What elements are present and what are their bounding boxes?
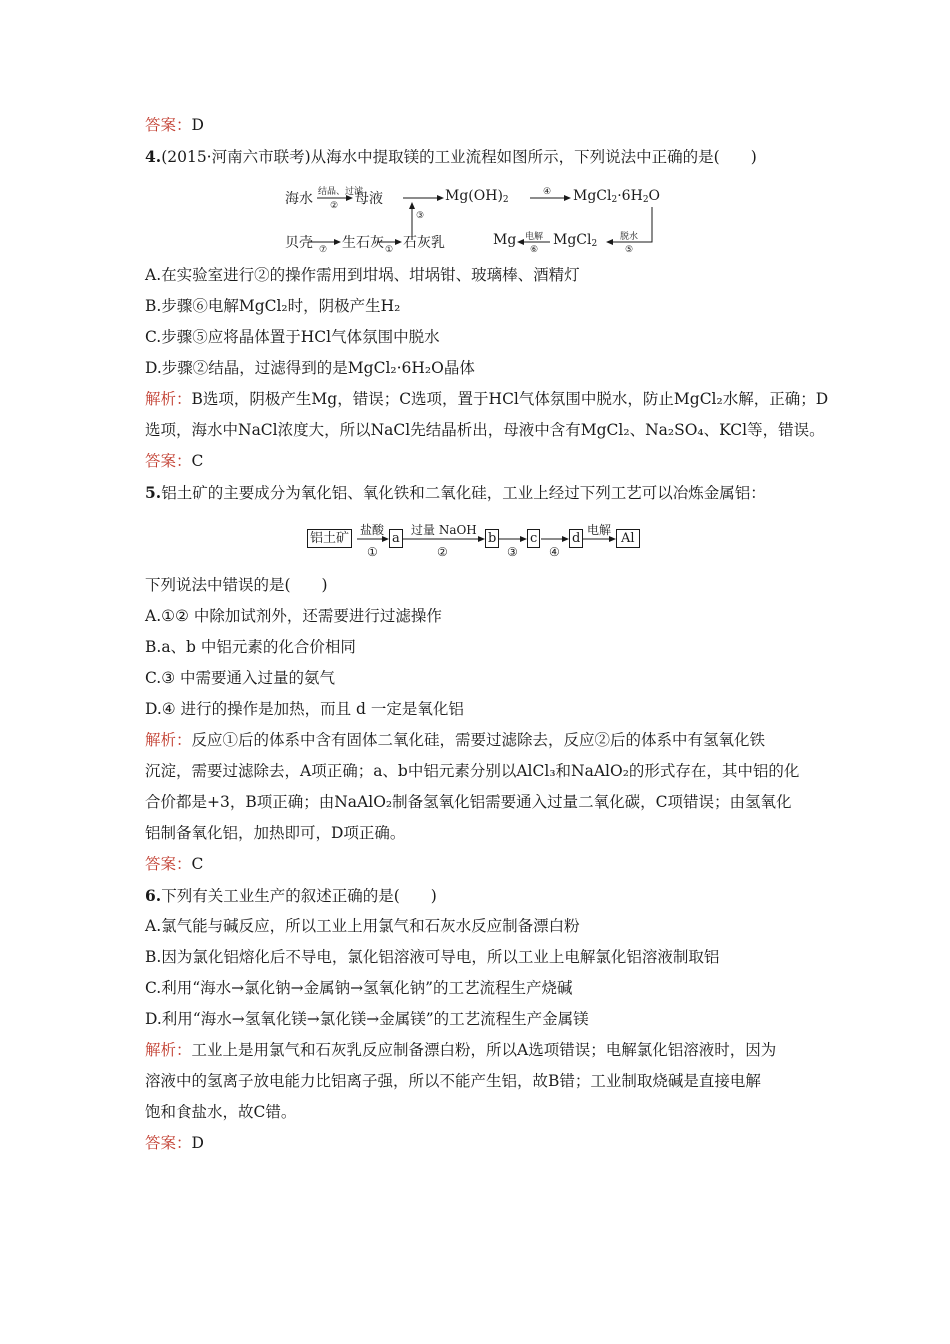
q3-answer bbox=[145, 110, 810, 141]
flow-arrows bbox=[145, 512, 810, 568]
answer-value: C bbox=[191, 855, 204, 873]
step2-condition: 结晶、过滤 bbox=[318, 187, 364, 197]
magnesium-chloride-hydrate-label: $MgCl_2\cdot 6H_2O$ bbox=[573, 188, 661, 205]
step2-number: ② bbox=[437, 545, 448, 559]
question-text: (2015·河南六市联考)从海水中提取镁的工业流程如图所示，下列说法中正确的是( ) bbox=[161, 148, 757, 166]
lime-milk-label: 石灰乳 bbox=[403, 235, 445, 251]
analysis-label: 解析： bbox=[145, 1041, 192, 1059]
magnesium-chloride-label: MgCl$_2$ bbox=[553, 232, 598, 249]
step6-number: ⑥ bbox=[530, 245, 539, 255]
q5-analysis-line-2: 沉淀，需要过滤除去，A项正确；a、b中铝元素分别以AlCl₃和NaAlO₂的形式存在，其中铝的化 bbox=[145, 762, 800, 780]
step5-condition: 电解 bbox=[587, 523, 612, 537]
intermediate-d-box: d bbox=[569, 529, 583, 548]
mother-liquor-label: 母液 bbox=[355, 191, 383, 207]
step7-number: ⑦ bbox=[319, 245, 328, 255]
aluminum-box: Al bbox=[616, 529, 640, 548]
seawater-label: 海水 bbox=[285, 191, 313, 207]
question-number: 4. bbox=[145, 147, 162, 166]
q6-analysis-line-3: 饱和食盐水，故C错。 bbox=[145, 1103, 297, 1121]
step1-number: ① bbox=[385, 245, 394, 255]
q5-stem bbox=[145, 477, 810, 508]
analysis-label: 解析： bbox=[145, 731, 192, 749]
q4-stem bbox=[145, 141, 810, 172]
answer-value: D bbox=[191, 116, 204, 134]
q4-option-c: C.步骤⑤应将晶体置于HCl气体氛围中脱水 bbox=[145, 328, 440, 346]
q5-option-b: B.a、b 中铝元素的化合价相同 bbox=[145, 638, 356, 656]
step1-reagent: 盐酸 bbox=[360, 523, 385, 537]
q4-analysis-line-1: 解析：B选项，阴极产生Mg，错误；C选项，置于HCl气体氛围中脱水，防止MgCl₂水解，正确；D bbox=[145, 390, 829, 408]
bauxite-box: 铝土矿 bbox=[307, 529, 352, 548]
q5-analysis-line-4: 铝制备氧化铝，加热即可，D项正确。 bbox=[145, 824, 406, 842]
q6-stem bbox=[145, 880, 810, 911]
step3-number: ③ bbox=[507, 545, 518, 559]
q6-analysis-line-2: 溶液中的氢离子放电能力比铝离子强，所以不能产生铝，故B错；工业制取烧碱是直接电解 bbox=[145, 1072, 761, 1090]
step5-number: ⑤ bbox=[625, 245, 634, 255]
q6-option-c: C.利用“海水→氯化钠→金属钠→氢氧化钠”的工艺流程生产烧碱 bbox=[145, 979, 573, 997]
intermediate-b-box: b bbox=[485, 529, 499, 548]
shell-label: 贝壳 bbox=[285, 235, 313, 251]
q6-option-d: D.利用“海水→氢氧化镁→氯化镁→金属镁”的工艺流程生产金属镁 bbox=[145, 1010, 589, 1028]
q5-answer bbox=[145, 849, 810, 880]
quicklime-label: 生石灰 bbox=[342, 235, 384, 251]
q4-analysis-line-2: 选项，海水中NaCl浓度大，所以NaCl先结晶析出，母液中含有MgCl₂、Na₂SO₄、KCl等，错误。 bbox=[145, 421, 825, 439]
step3-number: ③ bbox=[416, 211, 425, 221]
q5-option-c: C.③ 中需要通入过量的氨气 bbox=[145, 669, 336, 687]
intermediate-c-box: c bbox=[527, 529, 540, 548]
q5-question: 下列说法中错误的是( ) bbox=[145, 576, 328, 594]
q5-option-a: A.①② 中除加试剂外，还需要进行过滤操作 bbox=[145, 607, 442, 625]
q4-answer bbox=[145, 446, 810, 477]
answer-label: 答案： bbox=[145, 855, 192, 873]
aluminum-flow-diagram bbox=[145, 512, 810, 568]
answer-label: 答案： bbox=[145, 116, 192, 134]
answer-label: 答案： bbox=[145, 452, 192, 470]
document-body bbox=[145, 110, 829, 1159]
step2-number: ② bbox=[330, 201, 339, 211]
answer-value: D bbox=[191, 1134, 204, 1152]
question-number: 5. bbox=[145, 483, 162, 502]
question-number: 6. bbox=[145, 886, 162, 905]
answer-label: 答案： bbox=[145, 1134, 192, 1152]
question-text: 铝土矿的主要成分为氧化铝、氧化铁和二氧化硅，工业上经过下列工艺可以冶炼金属铝： bbox=[161, 484, 766, 502]
q5-analysis-line-3: 合价都是+3，B项正确；由NaAlO₂制备氢氧化铝需要通入过量二氧化碳，C项错误；由氢氧化 bbox=[145, 793, 792, 811]
magnesium-label: Mg bbox=[493, 232, 517, 248]
q5-option-d: D.④ 进行的操作是加热，而且 d 一定是氧化铝 bbox=[145, 700, 464, 718]
answer-value: C bbox=[191, 452, 204, 470]
magnesium-hydroxide-label: $Mg(OH)_2$ bbox=[445, 188, 509, 205]
step5-condition: 脱水 bbox=[620, 232, 639, 242]
magnesium-flow-diagram bbox=[145, 174, 810, 256]
q5-analysis-line-1: 解析：反应①后的体系中含有固体二氧化硅，需要过滤除去，反应②后的体系中有氢氧化铁 bbox=[145, 731, 766, 749]
step2-reagent: 过量 NaOH bbox=[411, 523, 477, 537]
q4-option-b: B.步骤⑥电解MgCl₂时，阴极产生H₂ bbox=[145, 297, 401, 315]
question-text: 下列有关工业生产的叙述正确的是( ) bbox=[161, 887, 437, 905]
flow-arrows bbox=[145, 174, 810, 256]
q6-option-a: A.氯气能与碱反应，所以工业上用氯气和石灰水反应制备漂白粉 bbox=[145, 917, 580, 935]
step4-number: ④ bbox=[543, 187, 552, 197]
q6-analysis-line-1: 解析：工业上是用氯气和石灰乳反应制备漂白粉，所以A选项错误；电解氯化铝溶液时，因为 bbox=[145, 1041, 777, 1059]
q4-option-d: D.步骤②结晶，过滤得到的是MgCl₂·6H₂O晶体 bbox=[145, 359, 475, 377]
step6-condition: 电解 bbox=[525, 232, 544, 242]
q4-option-a: A.在实验室进行②的操作需用到坩埚、坩埚钳、玻璃棒、酒精灯 bbox=[145, 266, 580, 284]
step4-number: ④ bbox=[549, 545, 560, 559]
analysis-label: 解析： bbox=[145, 390, 192, 408]
step1-number: ① bbox=[367, 545, 378, 559]
intermediate-a-box: a bbox=[389, 529, 403, 548]
q6-option-b: B.因为氯化铝熔化后不导电，氯化铝溶液可导电，所以工业上电解氯化铝溶液制取铝 bbox=[145, 948, 720, 966]
q6-answer bbox=[145, 1128, 810, 1159]
